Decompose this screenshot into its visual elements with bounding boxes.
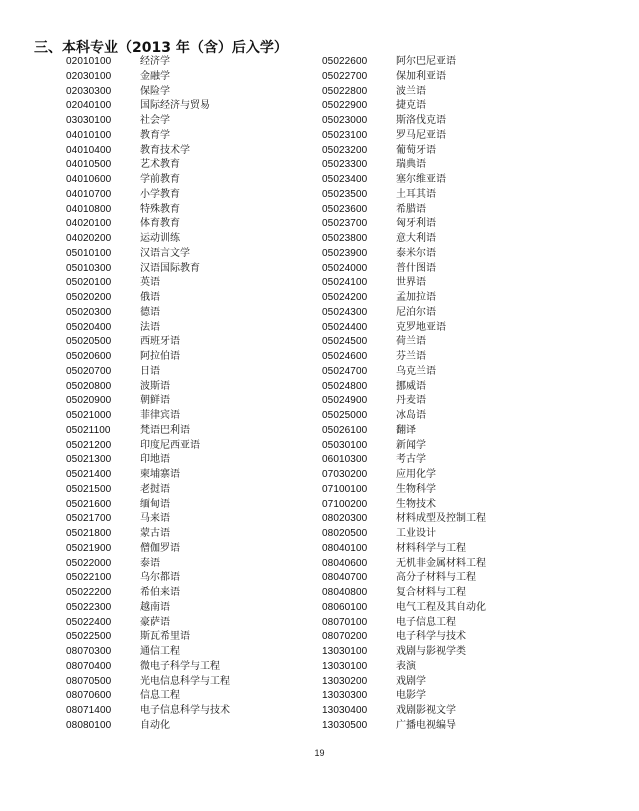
- major-row: [322, 660, 486, 675]
- major-code: 05021600: [66, 498, 112, 510]
- major-name: 德语: [140, 306, 160, 318]
- major-name: 艺术教育: [140, 159, 180, 171]
- major-row: [66, 173, 230, 188]
- major-name: 学前教育: [140, 174, 180, 185]
- major-name: 意大利语: [396, 233, 436, 244]
- major-name: 泰米尔语: [396, 247, 436, 259]
- major-code: 05020700: [66, 365, 112, 377]
- major-name: 微电子科学与工程: [140, 660, 220, 672]
- major-name: 运动训练: [140, 233, 180, 244]
- major-code: 05021500: [66, 483, 112, 495]
- major-name: 芬兰语: [396, 351, 426, 362]
- major-name: 工业设计: [396, 528, 436, 539]
- major-name: 法语: [140, 321, 160, 333]
- major-row: [322, 498, 486, 513]
- major-code: 02030100: [66, 70, 112, 82]
- major-code: 05023700: [322, 218, 368, 230]
- major-code: 05020900: [66, 395, 112, 407]
- major-code: 04010100: [66, 129, 112, 141]
- left-column: [66, 55, 230, 734]
- major-row: [66, 409, 230, 424]
- major-code: 05022500: [66, 631, 112, 643]
- major-code: 05010100: [66, 247, 112, 259]
- major-code: 05023500: [322, 188, 368, 200]
- major-row: [66, 350, 230, 365]
- major-row: [66, 439, 230, 454]
- major-row: [322, 453, 486, 468]
- major-code: 05022100: [66, 572, 112, 584]
- major-code: 08070600: [66, 690, 112, 702]
- major-row: [322, 217, 486, 232]
- major-code: 05023200: [322, 144, 368, 156]
- major-name: 材料科学与工程: [396, 542, 466, 554]
- major-code: 08080100: [66, 719, 112, 731]
- major-name: 菲律宾语: [140, 410, 180, 421]
- major-code: 05010300: [66, 262, 112, 274]
- major-row: [322, 247, 486, 262]
- major-row: [322, 99, 486, 114]
- major-row: [66, 380, 230, 395]
- major-row: [322, 468, 486, 483]
- major-name: 汉语国际教育: [140, 262, 200, 274]
- major-code: 08060100: [322, 601, 368, 613]
- major-code: 08070400: [66, 660, 112, 672]
- major-row: [66, 512, 230, 527]
- major-row: [66, 630, 230, 645]
- major-code: 05021200: [66, 439, 112, 451]
- major-row: [322, 144, 486, 159]
- major-name: 复合材料与工程: [396, 587, 466, 598]
- major-row: [322, 129, 486, 144]
- major-row: [322, 601, 486, 616]
- major-name: 挪威语: [396, 380, 426, 392]
- major-row: [322, 409, 486, 424]
- major-name: 豪萨语: [140, 616, 170, 628]
- major-name: 匈牙利语: [396, 218, 436, 230]
- major-code: 04010400: [66, 144, 112, 156]
- major-row: [322, 719, 486, 734]
- major-code: 04020100: [66, 218, 112, 230]
- major-code: 05022000: [66, 557, 112, 569]
- major-row: [66, 262, 230, 277]
- major-code: 05022300: [66, 601, 112, 613]
- major-name: 保险学: [140, 85, 170, 97]
- major-code: 07100200: [322, 498, 368, 510]
- major-code: 05023000: [322, 115, 368, 126]
- major-row: [322, 689, 486, 704]
- major-name: 希伯来语: [140, 587, 180, 598]
- major-code: 05024100: [322, 277, 368, 289]
- major-row: [66, 483, 230, 498]
- major-code: 05023100: [322, 129, 368, 141]
- major-row: [66, 217, 230, 232]
- major-row: [322, 439, 486, 454]
- major-row: [322, 276, 486, 291]
- major-row: [66, 601, 230, 616]
- major-code: 05025000: [322, 410, 368, 421]
- major-code: 13030100: [322, 660, 368, 672]
- page-number: 19: [314, 748, 325, 758]
- major-row: [322, 173, 486, 188]
- major-row: [322, 512, 486, 527]
- major-row: [322, 365, 486, 380]
- major-code: 08040800: [322, 587, 368, 598]
- major-name: 波斯语: [140, 380, 170, 392]
- major-name: 英语: [140, 277, 160, 289]
- major-code: 05024800: [322, 380, 368, 392]
- major-code: 06010300: [322, 454, 368, 466]
- major-row: [322, 321, 486, 336]
- major-code: 08020300: [322, 513, 368, 525]
- major-code: 05022200: [66, 587, 112, 598]
- major-row: [66, 704, 230, 719]
- major-name: 教育学: [140, 129, 170, 141]
- major-row: [66, 85, 230, 100]
- right-column: [322, 55, 486, 734]
- major-code: 05022900: [322, 100, 368, 112]
- major-code: 08070200: [322, 631, 368, 643]
- major-row: [66, 335, 230, 350]
- major-name: 荷兰语: [396, 336, 426, 348]
- major-row: [322, 630, 486, 645]
- major-name: 教育技术学: [140, 144, 190, 156]
- major-name: 瑞典语: [396, 159, 426, 171]
- major-row: [322, 306, 486, 321]
- major-code: 04020200: [66, 233, 112, 244]
- major-row: [66, 306, 230, 321]
- major-row: [66, 527, 230, 542]
- major-name: 越南语: [140, 601, 170, 613]
- major-name: 斯洛伐克语: [396, 115, 446, 126]
- major-code: 05021100: [66, 424, 111, 436]
- major-row: [322, 350, 486, 365]
- major-row: [322, 586, 486, 601]
- major-name: 乌尔都语: [140, 572, 180, 584]
- major-name: 戏剧影视文学: [396, 705, 456, 716]
- major-name: 蒙古语: [140, 528, 170, 539]
- major-name: 丹麦语: [396, 395, 426, 407]
- major-name: 希腊语: [396, 203, 426, 215]
- major-code: 02010100: [66, 56, 112, 67]
- major-row: [322, 675, 486, 690]
- major-name: 印地语: [140, 454, 170, 466]
- major-code: 05020100: [66, 277, 112, 289]
- major-row: [66, 498, 230, 513]
- major-code: 05021400: [66, 469, 112, 480]
- major-row: [66, 675, 230, 690]
- major-code: 05023400: [322, 174, 368, 185]
- major-code: 05022800: [322, 85, 368, 97]
- major-name: 高分子材料与工程: [396, 572, 476, 584]
- major-code: 05020200: [66, 292, 112, 303]
- major-name: 无机非金属材料工程: [396, 557, 486, 569]
- major-row: [322, 203, 486, 218]
- major-name: 戏剧学: [396, 675, 426, 687]
- major-row: [322, 645, 486, 660]
- major-code: 05023900: [322, 247, 368, 259]
- major-row: [66, 99, 230, 114]
- major-code: 02040100: [66, 100, 112, 112]
- section-title: 三、本科专业（2013 年（含）后入学）: [34, 40, 288, 56]
- major-row: [66, 144, 230, 159]
- major-code: 05024200: [322, 292, 368, 303]
- major-name: 尼泊尔语: [396, 306, 436, 318]
- major-row: [66, 188, 230, 203]
- major-code: 04010600: [66, 174, 112, 185]
- major-code: 07100100: [322, 483, 368, 495]
- major-name: 克罗地亚语: [396, 321, 446, 333]
- major-name: 金融学: [140, 70, 170, 82]
- major-code: 05024500: [322, 336, 368, 348]
- major-name: 朝鲜语: [140, 395, 170, 407]
- major-name: 材料成型及控制工程: [396, 513, 486, 525]
- major-code: 13030200: [322, 675, 368, 687]
- major-row: [322, 394, 486, 409]
- major-code: 08040600: [322, 557, 368, 569]
- major-row: [322, 571, 486, 586]
- major-code: 05022700: [322, 70, 368, 82]
- major-code: 08040100: [322, 542, 368, 554]
- major-row: [66, 203, 230, 218]
- major-row: [322, 335, 486, 350]
- major-row: [322, 424, 486, 439]
- major-row: [66, 55, 230, 70]
- major-code: 08070100: [322, 616, 368, 628]
- major-name: 生物科学: [396, 483, 436, 495]
- major-name: 新闻学: [396, 439, 426, 451]
- major-row: [66, 158, 230, 173]
- major-row: [322, 483, 486, 498]
- major-name: 阿拉伯语: [140, 351, 180, 362]
- major-row: [322, 85, 486, 100]
- major-code: 05024400: [322, 321, 368, 333]
- major-row: [66, 557, 230, 572]
- major-row: [322, 527, 486, 542]
- major-row: [66, 586, 230, 601]
- major-name: 西班牙语: [140, 336, 180, 348]
- major-row: [66, 129, 230, 144]
- major-name: 考古学: [396, 454, 426, 466]
- major-row: [322, 262, 486, 277]
- major-row: [322, 557, 486, 572]
- major-name: 印度尼西亚语: [140, 439, 200, 451]
- major-code: 13030400: [322, 705, 368, 716]
- major-name: 汉语言文学: [140, 247, 190, 259]
- major-row: [66, 70, 230, 85]
- major-name: 普什图语: [396, 262, 436, 274]
- major-name: 乌克兰语: [396, 365, 436, 377]
- major-row: [66, 660, 230, 675]
- major-code: 05024900: [322, 395, 368, 407]
- major-row: [322, 616, 486, 631]
- major-row: [322, 232, 486, 247]
- major-name: 梵语巴利语: [140, 424, 190, 436]
- major-code: 05022600: [322, 56, 368, 67]
- major-code: 08020500: [322, 528, 368, 539]
- major-row: [322, 114, 486, 129]
- major-code: 08071400: [66, 705, 112, 716]
- major-code: 05023600: [322, 203, 368, 215]
- major-name: 柬埔寨语: [140, 469, 180, 480]
- major-code: 05020500: [66, 336, 112, 348]
- major-name: 日语: [140, 365, 160, 377]
- major-name: 电气工程及其自动化: [396, 601, 486, 613]
- major-code: 05021900: [66, 542, 112, 554]
- major-name: 应用化学: [396, 469, 436, 480]
- major-name: 土耳其语: [396, 188, 436, 200]
- major-code: 07030200: [322, 469, 368, 480]
- major-name: 僧伽罗语: [140, 542, 180, 554]
- major-name: 冰岛语: [396, 410, 426, 421]
- major-code: 05021300: [66, 454, 112, 466]
- major-row: [322, 188, 486, 203]
- major-row: [66, 276, 230, 291]
- major-row: [66, 394, 230, 409]
- major-name: 马来语: [140, 513, 170, 525]
- major-name: 捷克语: [396, 100, 426, 112]
- major-name: 翻译: [396, 424, 416, 436]
- major-row: [66, 468, 230, 483]
- major-row: [66, 689, 230, 704]
- major-row: [66, 365, 230, 380]
- major-row: [66, 291, 230, 306]
- major-name: 葡萄牙语: [396, 144, 436, 156]
- major-code: 05024600: [322, 351, 368, 362]
- major-name: 表演: [396, 660, 416, 672]
- major-row: [66, 542, 230, 557]
- major-name: 社会学: [140, 115, 170, 126]
- major-code: 05020400: [66, 321, 112, 333]
- major-name: 电子信息科学与技术: [140, 705, 230, 716]
- major-code: 04010500: [66, 159, 112, 171]
- major-code: 08040700: [322, 572, 368, 584]
- major-code: 05021000: [66, 410, 112, 421]
- major-row: [66, 232, 230, 247]
- major-name: 广播电视编导: [396, 719, 456, 731]
- major-code: 05023800: [322, 233, 368, 244]
- major-name: 自动化: [140, 719, 170, 731]
- major-row: [322, 70, 486, 85]
- major-name: 波兰语: [396, 85, 426, 97]
- major-name: 世界语: [396, 277, 426, 289]
- major-name: 缅甸语: [140, 498, 170, 510]
- major-code: 08070500: [66, 675, 112, 687]
- major-code: 05020800: [66, 380, 112, 392]
- major-row: [66, 453, 230, 468]
- major-row: [66, 247, 230, 262]
- major-name: 小学教育: [140, 188, 180, 200]
- major-name: 国际经济与贸易: [140, 100, 210, 112]
- major-row: [66, 424, 230, 439]
- major-code: 04010800: [66, 203, 112, 215]
- major-name: 罗马尼亚语: [396, 129, 446, 141]
- major-name: 俄语: [140, 292, 160, 303]
- major-code: 05022400: [66, 616, 112, 628]
- major-row: [66, 114, 230, 129]
- major-code: 13030500: [322, 719, 368, 731]
- major-code: 05026100: [322, 424, 368, 436]
- major-name: 经济学: [140, 56, 170, 67]
- major-code: 08070300: [66, 646, 112, 657]
- major-row: [322, 291, 486, 306]
- major-name: 保加利亚语: [396, 70, 446, 82]
- major-row: [322, 704, 486, 719]
- major-name: 泰语: [140, 557, 160, 569]
- major-row: [322, 542, 486, 557]
- major-name: 老挝语: [140, 483, 170, 495]
- major-name: 电子信息工程: [396, 616, 456, 628]
- major-row: [322, 158, 486, 173]
- major-name: 通信工程: [140, 646, 180, 657]
- major-row: [66, 321, 230, 336]
- major-name: 斯瓦希里语: [140, 631, 190, 643]
- major-name: 阿尔巴尼亚语: [396, 56, 456, 67]
- major-row: [66, 616, 230, 631]
- major-name: 电影学: [396, 690, 426, 702]
- major-code: 05030100: [322, 439, 368, 451]
- major-name: 体育教育: [140, 218, 180, 230]
- major-row: [66, 645, 230, 660]
- major-row: [66, 571, 230, 586]
- major-code: 04010700: [66, 188, 112, 200]
- major-code: 05021800: [66, 528, 112, 539]
- major-name: 戏剧与影视学类: [396, 646, 466, 657]
- major-code: 02030300: [66, 85, 112, 97]
- major-code: 03030100: [66, 115, 112, 126]
- major-code: 05024300: [322, 306, 368, 318]
- major-name: 光电信息科学与工程: [140, 675, 230, 687]
- major-code: 05020600: [66, 351, 112, 362]
- major-name: 孟加拉语: [396, 292, 436, 303]
- major-code: 05024700: [322, 365, 368, 377]
- major-code: 05023300: [322, 159, 368, 171]
- major-code: 05021700: [66, 513, 112, 525]
- major-row: [322, 55, 486, 70]
- major-code: 13030100: [322, 646, 368, 657]
- major-row: [322, 380, 486, 395]
- major-name: 生物技术: [396, 498, 436, 510]
- major-name: 特殊教育: [140, 203, 180, 215]
- major-row: [66, 719, 230, 734]
- major-code: 13030300: [322, 690, 368, 702]
- major-name: 信息工程: [140, 690, 180, 702]
- major-code: 05020300: [66, 306, 112, 318]
- major-name: 电子科学与技术: [396, 631, 466, 643]
- major-code: 05024000: [322, 262, 368, 274]
- major-name: 塞尔维亚语: [396, 174, 446, 185]
